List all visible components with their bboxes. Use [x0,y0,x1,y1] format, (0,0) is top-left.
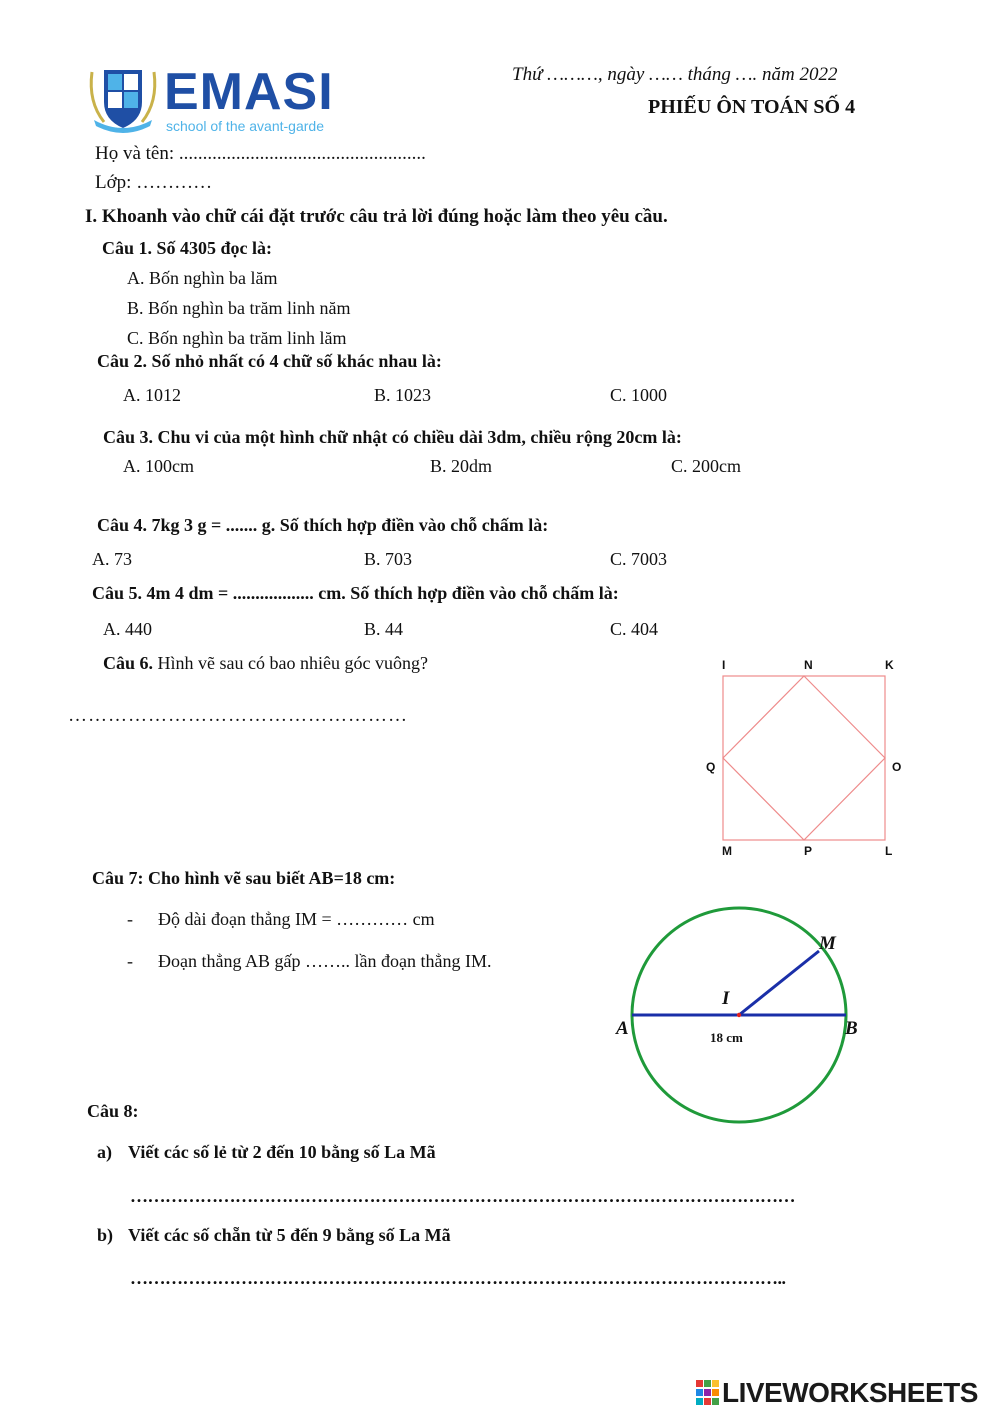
q7-text: : Cho hình vẽ sau biết AB=18 cm: [137,868,396,888]
school-logo [84,62,334,142]
label-n: N [804,658,813,672]
q6-answer-line[interactable]: …………………………………………… [68,705,408,726]
q7-label: Câu 7 [92,868,138,888]
watermark-text: LIVEWORKSHEETS [722,1377,978,1408]
q7-item-1 [127,909,435,930]
q8-answer-line-a[interactable]: …………………………………………………………………………………………………… [130,1186,795,1206]
q4-option-b[interactable]: B. 703 [364,549,413,569]
label-center-i: I [722,988,730,1009]
q7-line2[interactable]: Đoạn thẳng AB gấp …….. lần đoạn thẳng IM. [158,951,492,971]
radius-im [739,951,819,1015]
q7-bullet-2: - [127,951,133,971]
label-m: M [722,844,732,858]
q8-a-text: Viết các số lẻ từ 2 đến 10 bằng số La Mã [128,1142,436,1162]
q8-b-text: Viết các số chẵn từ 5 đến 9 bằng số La Mã [128,1225,451,1245]
q2-option-c[interactable]: C. 1000 [610,385,668,405]
q7-item-2 [127,951,491,972]
label-point-m: M [819,933,836,954]
brand-slogan: school of the avant-garde [166,118,324,134]
q1-option-a[interactable]: A. Bốn nghìn ba lăm [127,268,278,288]
school-crest-icon [84,62,162,136]
brand-name: EMASI [164,63,334,121]
center-point [737,1013,741,1017]
label-p: P [804,844,813,858]
q3-question: Câu 3. Chu vi của một hình chữ nhật có chiều dài 3dm, chiều rộng 20cm là: [103,427,682,447]
q1-option-c[interactable]: C. Bốn nghìn ba trăm linh lăm [127,328,347,348]
q4-option-a[interactable]: A. 73 [92,549,132,569]
q8-part-b [97,1225,451,1246]
label-l: L [885,844,893,858]
q4-option-c[interactable]: C. 7003 [610,549,668,569]
q5-option-c[interactable]: C. 404 [610,619,659,639]
section-title: I. Khoanh vào chữ cái đặt trước câu trả lời đúng hoặc làm theo yêu cầu. [85,206,668,227]
q2-question: Câu 2. Số nhỏ nhất có 4 chữ số khác nhau là: [97,351,442,371]
q2-option-a[interactable]: A. 1012 [123,385,181,405]
q5-question: Câu 5. 4m 4 dm = .................. cm. Số thích hợp điền vào chỗ chấm là: [92,583,619,603]
q4-question: Câu 4. 7kg 3 g = ....... g. Số thích hợp điền vào chỗ chấm là: [97,515,549,535]
q8-a-marker: a) [97,1142,112,1162]
q6-question [103,653,428,674]
inner-rhombus [723,676,885,840]
q3-option-a[interactable]: A. 100cm [123,456,194,476]
q7-circle-figure [608,900,878,1135]
label-q: Q [706,760,716,774]
label-k: K [885,658,894,672]
q5-option-a[interactable]: A. 440 [103,619,152,639]
q8-part-a [97,1142,436,1163]
q6-text: Hình vẽ sau có bao nhiêu góc vuông? [153,653,428,673]
liveworksheets-logo-icon [696,1380,720,1406]
sheet-title: PHIẾU ÔN TOÁN SỐ 4 [648,96,856,118]
q6-label: Câu 6. [103,653,154,673]
label-b: B [845,1018,858,1039]
label-a: A [616,1018,629,1039]
q6-square-figure [700,652,920,862]
date-line: Thứ ………, ngày …… tháng …. năm 2022 [512,64,838,85]
q7-question [92,868,395,889]
q8-answer-line-b[interactable]: ………………………………………………………………………………………………….. [130,1268,786,1288]
length-label: 18 cm [710,1030,743,1045]
q5-option-b[interactable]: B. 44 [364,619,404,639]
label-o: O [892,760,902,774]
label-i: I [722,658,726,672]
q1-question: Câu 1. Số 4305 đọc là: [102,238,273,258]
student-name-line: Họ và tên: .................................................... [95,143,426,164]
q7-bullet-1: - [127,909,133,929]
q3-option-b[interactable]: B. 20dm [430,456,493,476]
student-class-line: Lớp: ………… [95,172,213,193]
q8-b-marker: b) [97,1225,114,1245]
q1-option-b[interactable]: B. Bốn nghìn ba trăm linh năm [127,298,351,318]
q7-line1[interactable]: Độ dài đoạn thẳng IM = ………… cm [158,909,435,929]
q2-option-b[interactable]: B. 1023 [374,385,432,405]
q3-option-c[interactable]: C. 200cm [671,456,741,476]
outer-square [723,676,885,840]
q8-label: Câu 8: [87,1101,139,1121]
